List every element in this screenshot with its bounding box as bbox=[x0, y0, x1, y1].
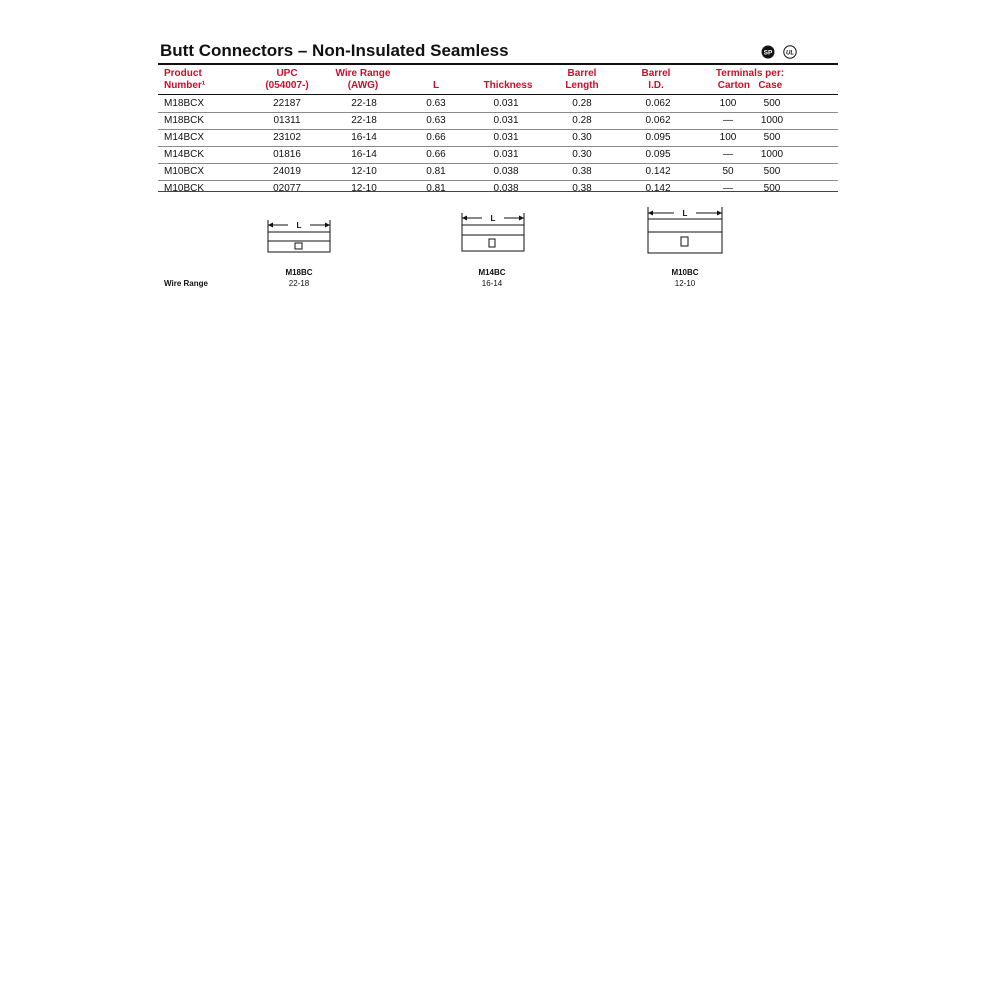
diagram-range-m10bc: 12-10 bbox=[674, 279, 696, 288]
table-row bbox=[158, 96, 838, 113]
cell-barrel-length: 0.28 bbox=[572, 98, 592, 109]
header-rule bbox=[158, 94, 838, 95]
cell-wire-range: 12-10 bbox=[351, 166, 377, 177]
cell-thickness: 0.038 bbox=[493, 166, 519, 177]
cell-l: 0.66 bbox=[426, 132, 446, 143]
cell-barrel-length: 0.38 bbox=[572, 166, 592, 177]
csa-icon-label: SP bbox=[763, 49, 773, 57]
cell-wire-range: 16-14 bbox=[351, 149, 377, 160]
diagram-range-m18bc: 22-18 bbox=[288, 279, 310, 288]
csa-icon bbox=[761, 45, 775, 59]
cell-carton: — bbox=[723, 183, 733, 194]
top-rule bbox=[158, 63, 838, 65]
connector-diagram-m10bc bbox=[644, 204, 726, 258]
cell-upc: 23102 bbox=[273, 132, 301, 143]
cell-upc: 02077 bbox=[273, 183, 301, 194]
cell-product: M18BCK bbox=[164, 115, 205, 126]
cell-case: 500 bbox=[763, 98, 781, 109]
cell-barrel-id: 0.062 bbox=[645, 115, 671, 126]
header-barrel-length: Barrel Length bbox=[565, 68, 599, 91]
cell-wire-range: 16-14 bbox=[351, 132, 377, 143]
ul-icon bbox=[783, 45, 797, 59]
cell-barrel-id: 0.095 bbox=[645, 149, 671, 160]
ul-icon-label: UL bbox=[786, 50, 794, 57]
header-thickness: Thickness bbox=[483, 80, 533, 91]
cell-upc: 24019 bbox=[273, 166, 301, 177]
header-wire-range: Wire Range (AWG) bbox=[335, 68, 391, 91]
header-terminals: Terminals per: Carton Case bbox=[715, 68, 785, 91]
cell-thickness: 0.031 bbox=[493, 132, 519, 143]
cell-thickness: 0.031 bbox=[493, 149, 519, 160]
cell-thickness: 0.038 bbox=[493, 183, 519, 194]
header-product: Product Number¹ bbox=[164, 68, 206, 91]
cell-l: 0.81 bbox=[426, 183, 446, 194]
cell-product: M10BCK bbox=[164, 183, 205, 194]
header-barrel-id: Barrel I.D. bbox=[641, 68, 671, 91]
cell-carton: — bbox=[723, 115, 733, 126]
table-row bbox=[158, 147, 838, 164]
cell-barrel-id: 0.095 bbox=[645, 132, 671, 143]
dimension-label: L bbox=[296, 221, 302, 230]
dimension-label: L bbox=[682, 209, 688, 218]
cell-barrel-length: 0.28 bbox=[572, 115, 592, 126]
cell-case: 500 bbox=[763, 132, 781, 143]
cell-upc: 22187 bbox=[273, 98, 301, 109]
header-upc: UPC (054007-) bbox=[265, 68, 309, 91]
cell-product: M14BCX bbox=[164, 132, 205, 143]
cell-thickness: 0.031 bbox=[493, 98, 519, 109]
diagram-range-m14bc: 16-14 bbox=[481, 279, 503, 288]
connector-diagram-m14bc bbox=[458, 210, 528, 258]
cell-l: 0.66 bbox=[426, 149, 446, 160]
cell-barrel-length: 0.30 bbox=[572, 132, 592, 143]
cell-carton: 50 bbox=[722, 166, 734, 177]
cell-barrel-length: 0.30 bbox=[572, 149, 592, 160]
dimension-label: L bbox=[490, 214, 496, 223]
cell-barrel-length: 0.38 bbox=[572, 183, 592, 194]
cell-case: 1000 bbox=[760, 115, 784, 126]
cell-wire-range: 22-18 bbox=[351, 115, 377, 126]
cell-barrel-id: 0.142 bbox=[645, 183, 671, 194]
table-row bbox=[158, 130, 838, 147]
cell-product: M14BCK bbox=[164, 149, 205, 160]
table-row bbox=[158, 164, 838, 181]
cell-l: 0.63 bbox=[426, 115, 446, 126]
cell-thickness: 0.031 bbox=[493, 115, 519, 126]
cell-carton: 100 bbox=[719, 98, 737, 109]
cell-wire-range: 12-10 bbox=[351, 183, 377, 194]
diagram-label-m18bc: M18BC bbox=[285, 268, 313, 277]
bottom-rule bbox=[158, 191, 838, 192]
page-title: Butt Connectors – Non-Insulated Seamless bbox=[160, 41, 509, 60]
diagram-label-m10bc: M10BC bbox=[671, 268, 699, 277]
cell-upc: 01816 bbox=[273, 149, 301, 160]
wire-range-label: Wire Range bbox=[164, 279, 208, 288]
cell-case: 500 bbox=[763, 183, 781, 194]
cell-carton: 100 bbox=[719, 132, 737, 143]
header-l: L bbox=[432, 80, 440, 91]
cell-l: 0.63 bbox=[426, 98, 446, 109]
cell-case: 500 bbox=[763, 166, 781, 177]
cell-upc: 01311 bbox=[273, 115, 301, 126]
cell-barrel-id: 0.142 bbox=[645, 166, 671, 177]
table-row bbox=[158, 181, 838, 197]
cell-case: 1000 bbox=[760, 149, 784, 160]
cell-carton: — bbox=[723, 149, 733, 160]
product-table bbox=[158, 96, 838, 197]
cell-barrel-id: 0.062 bbox=[645, 98, 671, 109]
connector-diagram-m18bc bbox=[264, 214, 334, 258]
table-row bbox=[158, 113, 838, 130]
cell-l: 0.81 bbox=[426, 166, 446, 177]
cell-wire-range: 22-18 bbox=[351, 98, 377, 109]
diagram-label-m14bc: M14BC bbox=[478, 268, 506, 277]
cell-product: M10BCX bbox=[164, 166, 205, 177]
cell-product: M18BCX bbox=[164, 98, 205, 109]
